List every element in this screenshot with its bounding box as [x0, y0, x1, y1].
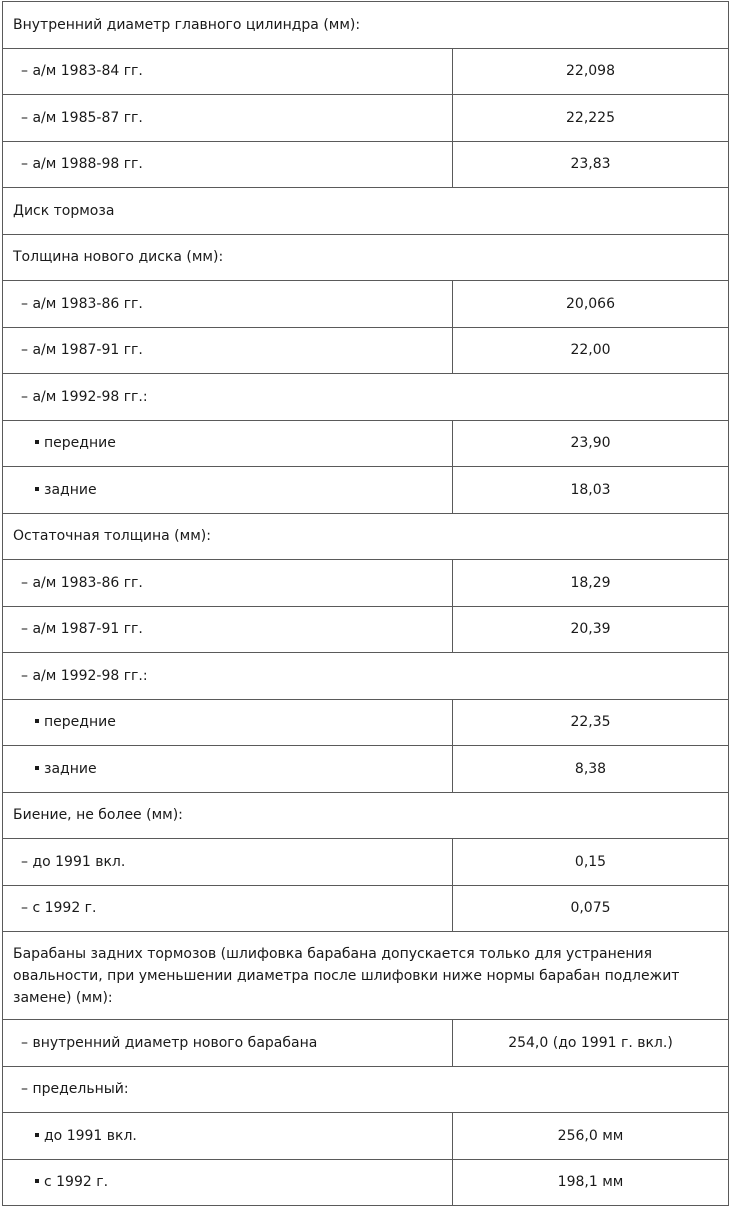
row-label	[3, 746, 453, 793]
row-value: 22,35	[453, 699, 729, 746]
table-row	[3, 420, 729, 467]
row-value: 0,15	[453, 839, 729, 886]
table-row	[3, 560, 729, 607]
row-value: 0,075	[453, 885, 729, 932]
bullet-icon	[35, 1179, 39, 1183]
section-header: Остаточная толщина (мм):	[3, 513, 729, 560]
row-value: 20,066	[453, 281, 729, 328]
row-label	[3, 699, 453, 746]
table-row	[3, 95, 729, 142]
row-label-text: передние	[44, 714, 116, 731]
section-header: Внутренний диаметр главного цилиндра (мм):	[3, 2, 729, 49]
section-header: Диск тормоза	[3, 188, 729, 235]
table-row	[3, 1113, 729, 1160]
table-row	[3, 48, 729, 95]
subsection-header: – а/м 1992-98 гг.:	[3, 374, 729, 421]
row-label: – а/м 1983-86 гг.	[3, 281, 453, 328]
row-label: – внутренний диаметр нового барабана	[3, 1020, 453, 1067]
row-label	[3, 1159, 453, 1206]
section-row	[3, 513, 729, 560]
row-label: – до 1991 вкл.	[3, 839, 453, 886]
row-label: – а/м 1987-91 гг.	[3, 606, 453, 653]
section-row	[3, 2, 729, 49]
row-label-text: задние	[44, 760, 97, 777]
table-row	[3, 467, 729, 514]
spec-table	[2, 1, 729, 1206]
table-row	[3, 141, 729, 188]
row-label	[3, 467, 453, 514]
subsection-row	[3, 1066, 729, 1113]
bullet-icon	[35, 719, 39, 723]
section-header: Биение, не более (мм):	[3, 792, 729, 839]
table-row	[3, 281, 729, 328]
section-row	[3, 188, 729, 235]
row-value: 18,29	[453, 560, 729, 607]
row-value: 256,0 мм	[453, 1113, 729, 1160]
bullet-icon	[35, 1133, 39, 1137]
row-label: – а/м 1985-87 гг.	[3, 95, 453, 142]
subsection-row	[3, 653, 729, 700]
row-label: – а/м 1983-84 гг.	[3, 48, 453, 95]
row-value: 20,39	[453, 606, 729, 653]
row-value: 254,0 (до 1991 г. вкл.)	[453, 1020, 729, 1067]
bullet-icon	[35, 487, 39, 491]
row-value: 22,00	[453, 327, 729, 374]
section-row	[3, 234, 729, 281]
row-label	[3, 420, 453, 467]
row-label-text: задние	[44, 481, 97, 498]
row-label: – а/м 1988-98 гг.	[3, 141, 453, 188]
row-value: 23,90	[453, 420, 729, 467]
section-row	[3, 932, 729, 1020]
row-label-text: с 1992 г.	[44, 1174, 109, 1191]
row-label-text: передние	[44, 435, 116, 452]
table-row	[3, 839, 729, 886]
table-row	[3, 327, 729, 374]
row-label: – а/м 1983-86 гг.	[3, 560, 453, 607]
table-row	[3, 699, 729, 746]
table-row	[3, 1020, 729, 1067]
row-value: 22,225	[453, 95, 729, 142]
subsection-header: – а/м 1992-98 гг.:	[3, 653, 729, 700]
table-row	[3, 606, 729, 653]
subsection-row	[3, 374, 729, 421]
row-label-text: до 1991 вкл.	[44, 1127, 137, 1144]
row-value: 8,38	[453, 746, 729, 793]
row-value: 22,098	[453, 48, 729, 95]
bullet-icon	[35, 766, 39, 770]
table-row	[3, 1159, 729, 1206]
row-label	[3, 1113, 453, 1160]
subsection-header: – предельный:	[3, 1066, 729, 1113]
table-row	[3, 885, 729, 932]
bullet-icon	[35, 440, 39, 444]
section-header: Толщина нового диска (мм):	[3, 234, 729, 281]
section-header: Барабаны задних тормозов (шлифовка барабана допускается только для устранения овальности, при уменьшении диаметра после шлифовки ниже нормы барабан подлежит замене) (мм):	[3, 932, 729, 1020]
row-label: – а/м 1987-91 гг.	[3, 327, 453, 374]
row-label: – с 1992 г.	[3, 885, 453, 932]
row-value: 23,83	[453, 141, 729, 188]
row-value: 18,03	[453, 467, 729, 514]
table-row	[3, 746, 729, 793]
row-value: 198,1 мм	[453, 1159, 729, 1206]
section-row	[3, 792, 729, 839]
